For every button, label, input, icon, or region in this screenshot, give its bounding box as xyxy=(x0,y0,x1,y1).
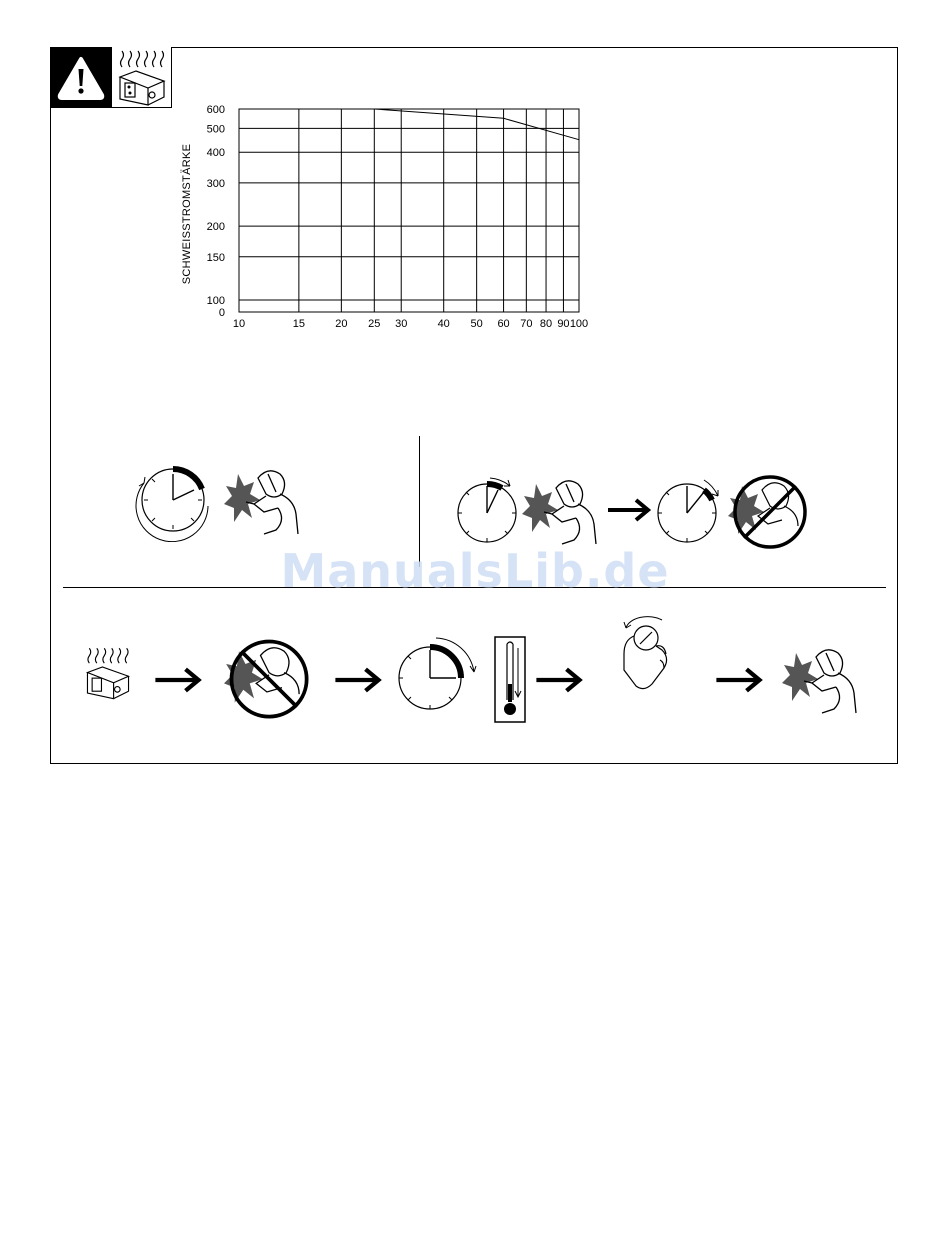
y-tick-label: 150 xyxy=(206,251,225,264)
x-tick-label: 20 xyxy=(335,318,348,330)
y-tick-label: 600 xyxy=(206,104,225,116)
y-tick-label: 200 xyxy=(206,221,225,234)
y-zero-label: 0 xyxy=(218,307,225,319)
x-tick-label: 50 xyxy=(470,318,483,330)
x-tick-label: 10 xyxy=(232,318,246,330)
clock-icon xyxy=(130,460,220,542)
right-arrow-icon xyxy=(330,666,386,694)
clock-icon-wait xyxy=(394,636,478,716)
right-arrow-icon xyxy=(150,666,206,694)
y-tick-label: 500 xyxy=(206,123,225,136)
x-tick-label: 60 xyxy=(497,318,510,330)
no-welding-icon xyxy=(224,636,312,720)
y-tick-label: 300 xyxy=(206,177,225,190)
welder-icon xyxy=(522,474,602,546)
plot-area-border xyxy=(239,109,579,312)
welder-icon xyxy=(782,642,862,716)
x-tick-label: 25 xyxy=(368,318,381,330)
no-welding-icon xyxy=(728,472,810,550)
y-axis-label: SCHWEISSTROMSTÄRKE xyxy=(181,143,193,285)
right-arrow-icon xyxy=(711,666,767,694)
y-tick-label: 400 xyxy=(206,147,225,160)
welder-icon xyxy=(224,464,304,536)
clock-icon-cooling xyxy=(654,474,722,546)
duty-cycle-chart xyxy=(0,0,950,400)
clock-icon-short-cycle xyxy=(454,474,522,546)
x-tick-label: 80 xyxy=(539,318,553,330)
y-tick-label: 100 xyxy=(206,295,225,307)
right-arrow-icon xyxy=(531,666,587,694)
x-tick-label: 15 xyxy=(292,318,305,330)
right-arrow-icon xyxy=(606,497,652,523)
x-tick-label: 100 xyxy=(569,318,589,330)
overheated-machine-icon xyxy=(80,642,136,704)
x-tick-label: 30 xyxy=(395,318,408,330)
watermark: ManualsLib.de xyxy=(280,544,670,598)
x-tick-label: 90 xyxy=(557,318,570,330)
thermometer-icon xyxy=(494,636,526,724)
hand-knob-icon xyxy=(616,610,678,694)
x-tick-label: 40 xyxy=(437,318,450,330)
x-tick-label: 70 xyxy=(520,318,533,330)
